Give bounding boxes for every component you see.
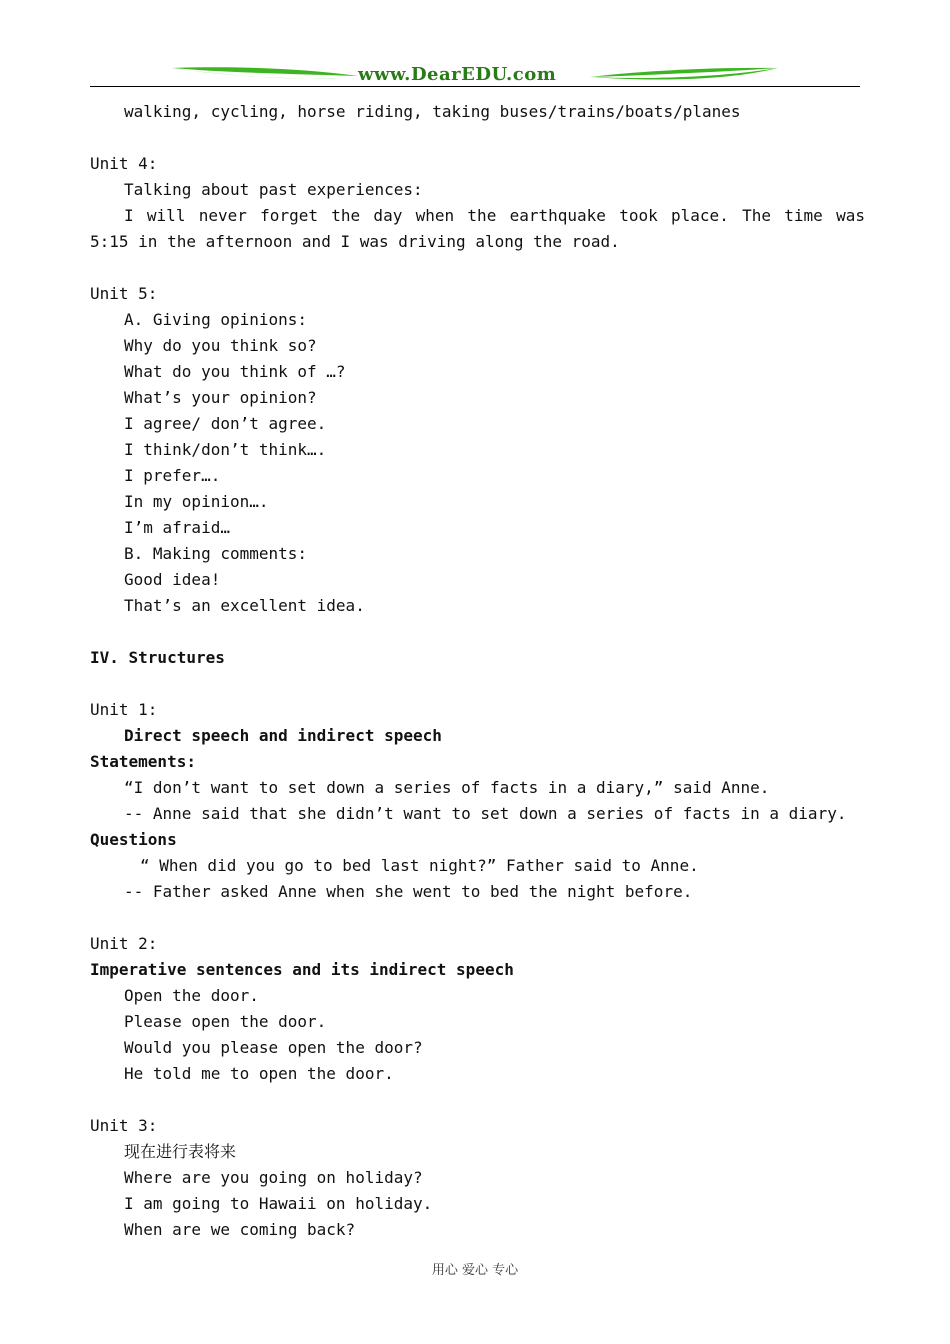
text-line: “ When did you go to bed last night?” Father said to Anne. <box>140 856 699 875</box>
section-heading: Direct speech and indirect speech <box>124 726 442 745</box>
text-line: Unit 1: <box>90 700 158 719</box>
text-line: Talking about past experiences: <box>124 180 423 199</box>
text-line: What’s your opinion? <box>124 388 317 407</box>
section-heading: IV. Structures <box>90 648 225 667</box>
header-rule <box>90 86 860 87</box>
text-line: Please open the door. <box>124 1012 327 1031</box>
page-header <box>90 60 860 90</box>
text-line: Where are you going on holiday? <box>124 1168 423 1187</box>
blank-line <box>90 255 865 281</box>
text-line: Unit 4: <box>90 154 158 173</box>
text-line: In my opinion…. <box>124 492 269 511</box>
text-line: I will never forget the day when the earthquake took place. The time was <box>124 206 865 225</box>
text-line: “I don’t want to set down a series of facts in a diary,” said Anne. <box>124 778 770 797</box>
text-line: 现在进行表将来 <box>124 1142 237 1161</box>
text-line: -- Anne said that she didn’t want to set down a series of facts in a diary. <box>124 804 847 823</box>
blank-line <box>90 125 865 151</box>
section-heading: Questions <box>90 830 177 849</box>
text-line: I prefer…. <box>124 466 221 485</box>
text-line: Would you please open the door? <box>124 1038 423 1057</box>
text-line: Unit 2: <box>90 934 158 953</box>
text-line: When are we coming back? <box>124 1220 356 1239</box>
text-line: I think/don’t think…. <box>124 440 327 459</box>
text-line: What do you think of …? <box>124 362 346 381</box>
text-line: That’s an excellent idea. <box>124 596 365 615</box>
site-logo-text: www.DearEDU.com <box>358 64 557 85</box>
section-heading: Imperative sentences and its indirect speech <box>90 960 514 979</box>
blank-line <box>90 671 865 697</box>
text-line: Open the door. <box>124 986 259 1005</box>
text-line: walking, cycling, horse riding, taking buses/trains/boats/planes <box>124 102 741 121</box>
section-heading: Statements: <box>90 752 196 771</box>
text-line: B. Making comments: <box>124 544 308 563</box>
text-line: Unit 3: <box>90 1116 158 1135</box>
blank-line <box>90 1087 865 1113</box>
text-line: I am going to Hawaii on holiday. <box>124 1194 433 1213</box>
text-line: Good idea! <box>124 570 221 589</box>
text-line: A. Giving opinions: <box>124 310 308 329</box>
text-line: Why do you think so? <box>124 336 317 355</box>
blank-line <box>90 619 865 645</box>
text-line: Unit 5: <box>90 284 158 303</box>
document-body <box>90 99 865 1243</box>
text-line: I’m afraid… <box>124 518 230 537</box>
text-line: He told me to open the door. <box>124 1064 394 1083</box>
blank-line <box>90 905 865 931</box>
page-footer: 用心 爱心 专心 <box>431 1263 519 1278</box>
text-line: -- Father asked Anne when she went to bed the night before. <box>124 882 693 901</box>
text-line: 5:15 in the afternoon and I was driving along the road. <box>90 232 620 251</box>
text-line: I agree/ don’t agree. <box>124 414 327 433</box>
